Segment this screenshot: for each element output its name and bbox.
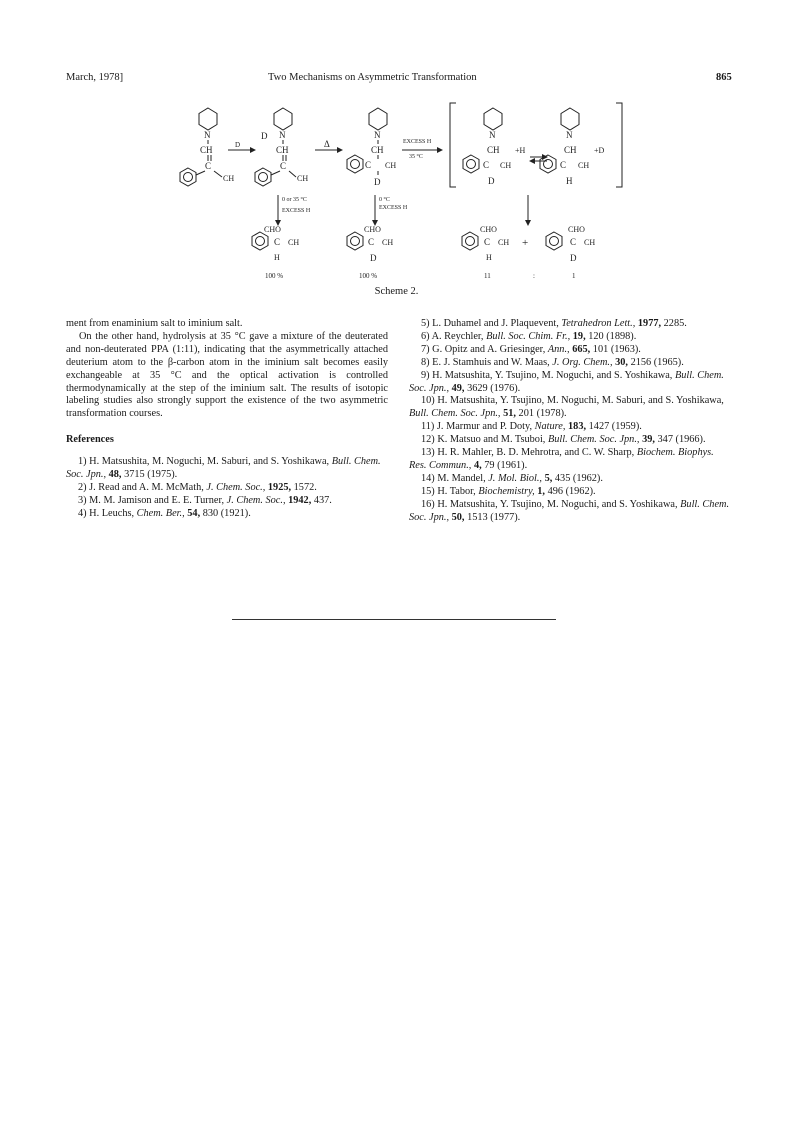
reference-pages: 3629 (1976). <box>467 382 521 394</box>
reference-number: 9) <box>421 369 430 381</box>
plus-sign: + <box>522 237 529 249</box>
reference-volume: 19, <box>572 330 586 342</box>
reference-pages: 101 (1963). <box>592 343 641 355</box>
iminium-structure <box>347 108 396 187</box>
svg-text:CH: CH <box>564 145 577 155</box>
reference-authors: H. Matsushita, M. Noguchi, M. Saburi, and S. Yoshikawa, <box>89 456 330 468</box>
reference-authors: K. Matsuo and M. Tsuboi, <box>437 434 546 446</box>
ch-label: CH <box>200 145 213 155</box>
aldehyde-products <box>252 225 595 263</box>
reference-journal: Bull. Chem. Soc. Jpn., <box>409 369 724 394</box>
svg-text:D: D <box>370 253 377 263</box>
reference-volume: 1942, <box>288 494 312 506</box>
reference-number: 4) <box>78 507 87 519</box>
svg-text:N: N <box>279 130 286 140</box>
enamine-structure <box>180 108 234 186</box>
svg-text:CH: CH <box>371 145 384 155</box>
reference-volume: 39, <box>642 434 655 446</box>
reference-journal: Tetrahedron Lett., <box>561 318 636 329</box>
reference-pages: 830 (1921). <box>202 507 251 519</box>
reference-journal: J. Chem. Soc., <box>206 481 266 493</box>
reference-authors: G. Opitz and A. Griesinger, <box>432 343 546 355</box>
reference-pages: 201 (1978). <box>518 408 567 420</box>
reference-list <box>66 456 388 521</box>
reference-item <box>409 395 731 421</box>
svg-text:CH: CH <box>578 161 590 170</box>
reference-authors: E. J. Stamhuis and W. Maas, <box>432 356 550 368</box>
svg-text:EXCESS H: EXCESS H <box>282 208 311 214</box>
reference-journal: Bull. Chem. Soc. Jpn., <box>547 434 640 446</box>
reference-item <box>66 482 388 495</box>
reference-item <box>409 447 731 473</box>
reference-volume: 49, <box>451 382 465 394</box>
reference-volume: 30, <box>615 356 628 368</box>
reference-journal: J. Org. Chem., <box>552 356 613 368</box>
svg-text:N: N <box>566 130 573 140</box>
scheme-caption: Scheme 2. <box>374 286 419 297</box>
reference-journal: J. Mol. Biol., <box>488 472 542 484</box>
reference-number: 1) <box>78 456 87 468</box>
svg-text:H: H <box>274 253 280 262</box>
svg-text:D: D <box>488 176 495 186</box>
reference-authors: J. Marmur and P. Doty, <box>436 421 533 433</box>
heat-symbol: Δ <box>324 139 330 149</box>
reference-pages: 79 (1961). <box>484 459 528 471</box>
methyl-label: CH <box>223 174 235 183</box>
svg-text:CHO: CHO <box>480 225 497 234</box>
ratio-d: 1 <box>572 272 576 280</box>
svg-text:EXCESS H: EXCESS H <box>379 205 408 211</box>
reference-volume: 4, <box>473 459 482 471</box>
svg-text:C: C <box>280 161 287 171</box>
reference-item <box>66 495 388 508</box>
svg-text:C: C <box>274 237 281 247</box>
reference-pages: 1427 (1959). <box>588 421 642 433</box>
right-column <box>409 318 731 525</box>
reference-journal: Ann., <box>547 343 570 355</box>
svg-text:C: C <box>483 160 490 170</box>
reference-journal: Bull. Chem. Soc. Jpn., <box>409 498 730 523</box>
reference-authors: A. Reychler, <box>431 330 484 342</box>
reference-authors: H. Matsushita, Y. Tsujino, M. Noguchi, and S. Yoshikawa, <box>437 498 678 510</box>
reference-authors: H. Matsushita, Y. Tsujino, M. Noguchi, M. Saburi, and S. Yoshikawa, <box>437 395 724 407</box>
nitrogen-label: N <box>204 130 211 140</box>
equilibrium-structures <box>463 108 605 186</box>
svg-text:H: H <box>566 176 573 186</box>
reference-journal: J. Chem. Soc., <box>226 494 286 506</box>
reference-journal: Biochem. Biophys. Res. Commun., <box>409 447 714 471</box>
reference-item <box>409 421 731 434</box>
excess-water-label: EXCESS H <box>403 139 432 145</box>
reference-pages: 120 (1898). <box>588 330 637 342</box>
reference-authors: H. Leuchs, <box>89 507 135 519</box>
reference-number: 7) <box>421 343 430 355</box>
svg-text:CH: CH <box>498 238 510 247</box>
reference-pages: 1513 (1977). <box>467 511 521 523</box>
svg-text:C: C <box>484 237 491 247</box>
svg-text:C: C <box>560 160 567 170</box>
temperature-0-35-label: 0 or 35 °C <box>282 197 307 203</box>
reference-authors: H. R. Mahler, B. D. Mehrotra, and C. W. Sharp, <box>437 447 635 459</box>
reference-pages: 496 (1962). <box>547 485 596 497</box>
reference-authors: M. M. Jamison and E. E. Turner, <box>89 494 225 506</box>
svg-text:C: C <box>368 237 375 247</box>
running-header-date: March, 1978] <box>66 72 124 83</box>
reference-volume: 54, <box>187 507 201 519</box>
svg-text:CH: CH <box>385 161 397 170</box>
reference-number: 10) <box>421 395 435 407</box>
reaction-scheme <box>150 95 640 285</box>
reference-number: 2) <box>78 481 87 493</box>
svg-text:CHO: CHO <box>568 225 585 234</box>
deuteron-reagent: D <box>235 141 241 149</box>
reference-pages: 437. <box>313 494 332 506</box>
svg-text:N: N <box>374 130 381 140</box>
end-rule <box>232 619 556 620</box>
svg-text:C: C <box>570 237 577 247</box>
reference-volume: 48, <box>108 469 122 481</box>
reference-item <box>409 370 731 396</box>
reference-authors: J. Read and A. M. McMath, <box>89 481 204 493</box>
reference-journal: Bull. Chem. Soc. Jpn., <box>66 456 381 481</box>
svg-text:CH: CH <box>500 161 512 170</box>
svg-text:CH: CH <box>584 238 596 247</box>
temperature-label: 35 °C <box>409 154 423 160</box>
reference-number: 13) <box>421 447 435 459</box>
enaminium-structure <box>255 108 308 186</box>
reference-number: 6) <box>421 330 430 342</box>
reference-volume: 183, <box>568 421 587 433</box>
left-column <box>66 318 388 521</box>
reference-number: 15) <box>421 485 435 497</box>
reference-item <box>409 331 731 344</box>
reference-number: 3) <box>78 494 87 506</box>
reference-authors: H. Tabor, <box>437 485 476 497</box>
reference-volume: 1977, <box>637 318 662 329</box>
svg-text:CH: CH <box>487 145 500 155</box>
svg-text:D: D <box>570 253 577 263</box>
reference-item <box>409 473 731 486</box>
svg-text:CHO: CHO <box>264 225 281 234</box>
svg-text:CH: CH <box>276 145 289 155</box>
reference-journal: Nature, <box>534 421 566 433</box>
reference-pages: 3715 (1975). <box>124 469 178 481</box>
svg-text:CH: CH <box>297 174 309 183</box>
svg-text:CH: CH <box>382 238 394 247</box>
reference-pages: 1572. <box>293 481 317 493</box>
reference-volume: 51, <box>503 408 516 420</box>
reference-item <box>409 357 731 370</box>
page-number: 865 <box>716 72 732 83</box>
reference-number: 14) <box>421 472 435 484</box>
reference-list <box>409 318 731 525</box>
svg-text:N: N <box>489 130 496 140</box>
reference-volume: 665, <box>572 343 591 355</box>
reference-volume: 5, <box>544 472 553 484</box>
reference-pages: 347 (1966). <box>657 434 706 446</box>
ratio-h: 11 <box>484 272 491 280</box>
body-paragraph: ment from enaminium salt to iminium salt. <box>66 318 243 329</box>
body-paragraph: On the other hand, hydrolysis at 35 °C gave a mixture of the deuterated and non-deuterated PPA (1:11), indicating that the asymmetrically attached deuterium atom to the β-carbon atom in the iminium salt becomes easily exchangeable at 35 °C and the optical activation is controlled thermodynamically at the step of the iminium salt. The results of isotopic labeling studies also strongly support the existence of the two asymmetric transformation courses. <box>66 330 388 420</box>
reference-authors: H. Matsushita, Y. Tsujino, M. Noguchi, and S. Yoshikawa, <box>432 369 673 381</box>
reference-volume: 1925, <box>267 481 292 493</box>
c-label: C <box>205 161 212 171</box>
reference-authors: L. Duhamel and J. Plaquevent, <box>432 318 559 329</box>
running-header-title: Two Mechanisms on Asymmetric Transformation <box>268 72 477 83</box>
yield-d-product: 100 % <box>359 272 378 280</box>
reference-pages: 2156 (1965). <box>630 356 684 368</box>
reference-number: 16) <box>421 498 435 510</box>
reference-item <box>409 318 731 331</box>
reference-pages: 2285. <box>663 318 687 329</box>
temperature-0-label: 0 °C <box>379 197 390 203</box>
svg-text:H: H <box>486 253 492 262</box>
ratio-colon: : <box>533 272 535 280</box>
reference-item <box>409 344 731 357</box>
references-heading: References <box>66 434 114 446</box>
proton-label: +H <box>515 146 526 155</box>
reference-item <box>66 456 388 482</box>
reference-item <box>409 499 731 525</box>
yield-h-product: 100 % <box>265 272 284 280</box>
reference-item <box>409 486 731 499</box>
reference-journal: Biochemistry, <box>478 485 535 497</box>
reference-number: 8) <box>421 356 430 368</box>
reference-authors: M. Mandel, <box>437 472 486 484</box>
reference-item <box>66 508 388 521</box>
reference-journal: Chem. Ber., <box>136 507 185 519</box>
reference-number: 5) <box>421 318 430 329</box>
reference-journal: Bull. Chem. Soc. Jpn., <box>409 408 501 420</box>
reference-volume: 1, <box>537 485 545 497</box>
svg-text:D: D <box>374 177 381 187</box>
svg-text:CHO: CHO <box>364 225 381 234</box>
reference-pages: 435 (1962). <box>554 472 603 484</box>
reference-number: 12) <box>421 434 435 446</box>
reference-journal: Bull. Soc. Chim. Fr., <box>486 330 571 342</box>
reference-volume: 50, <box>451 511 465 523</box>
deuteron-label: +D <box>594 146 605 155</box>
svg-text:C: C <box>365 160 372 170</box>
reference-number: 11) <box>421 421 435 433</box>
svg-text:CH: CH <box>288 238 300 247</box>
deuteride-label: D <box>261 131 268 141</box>
reference-item <box>409 434 731 447</box>
